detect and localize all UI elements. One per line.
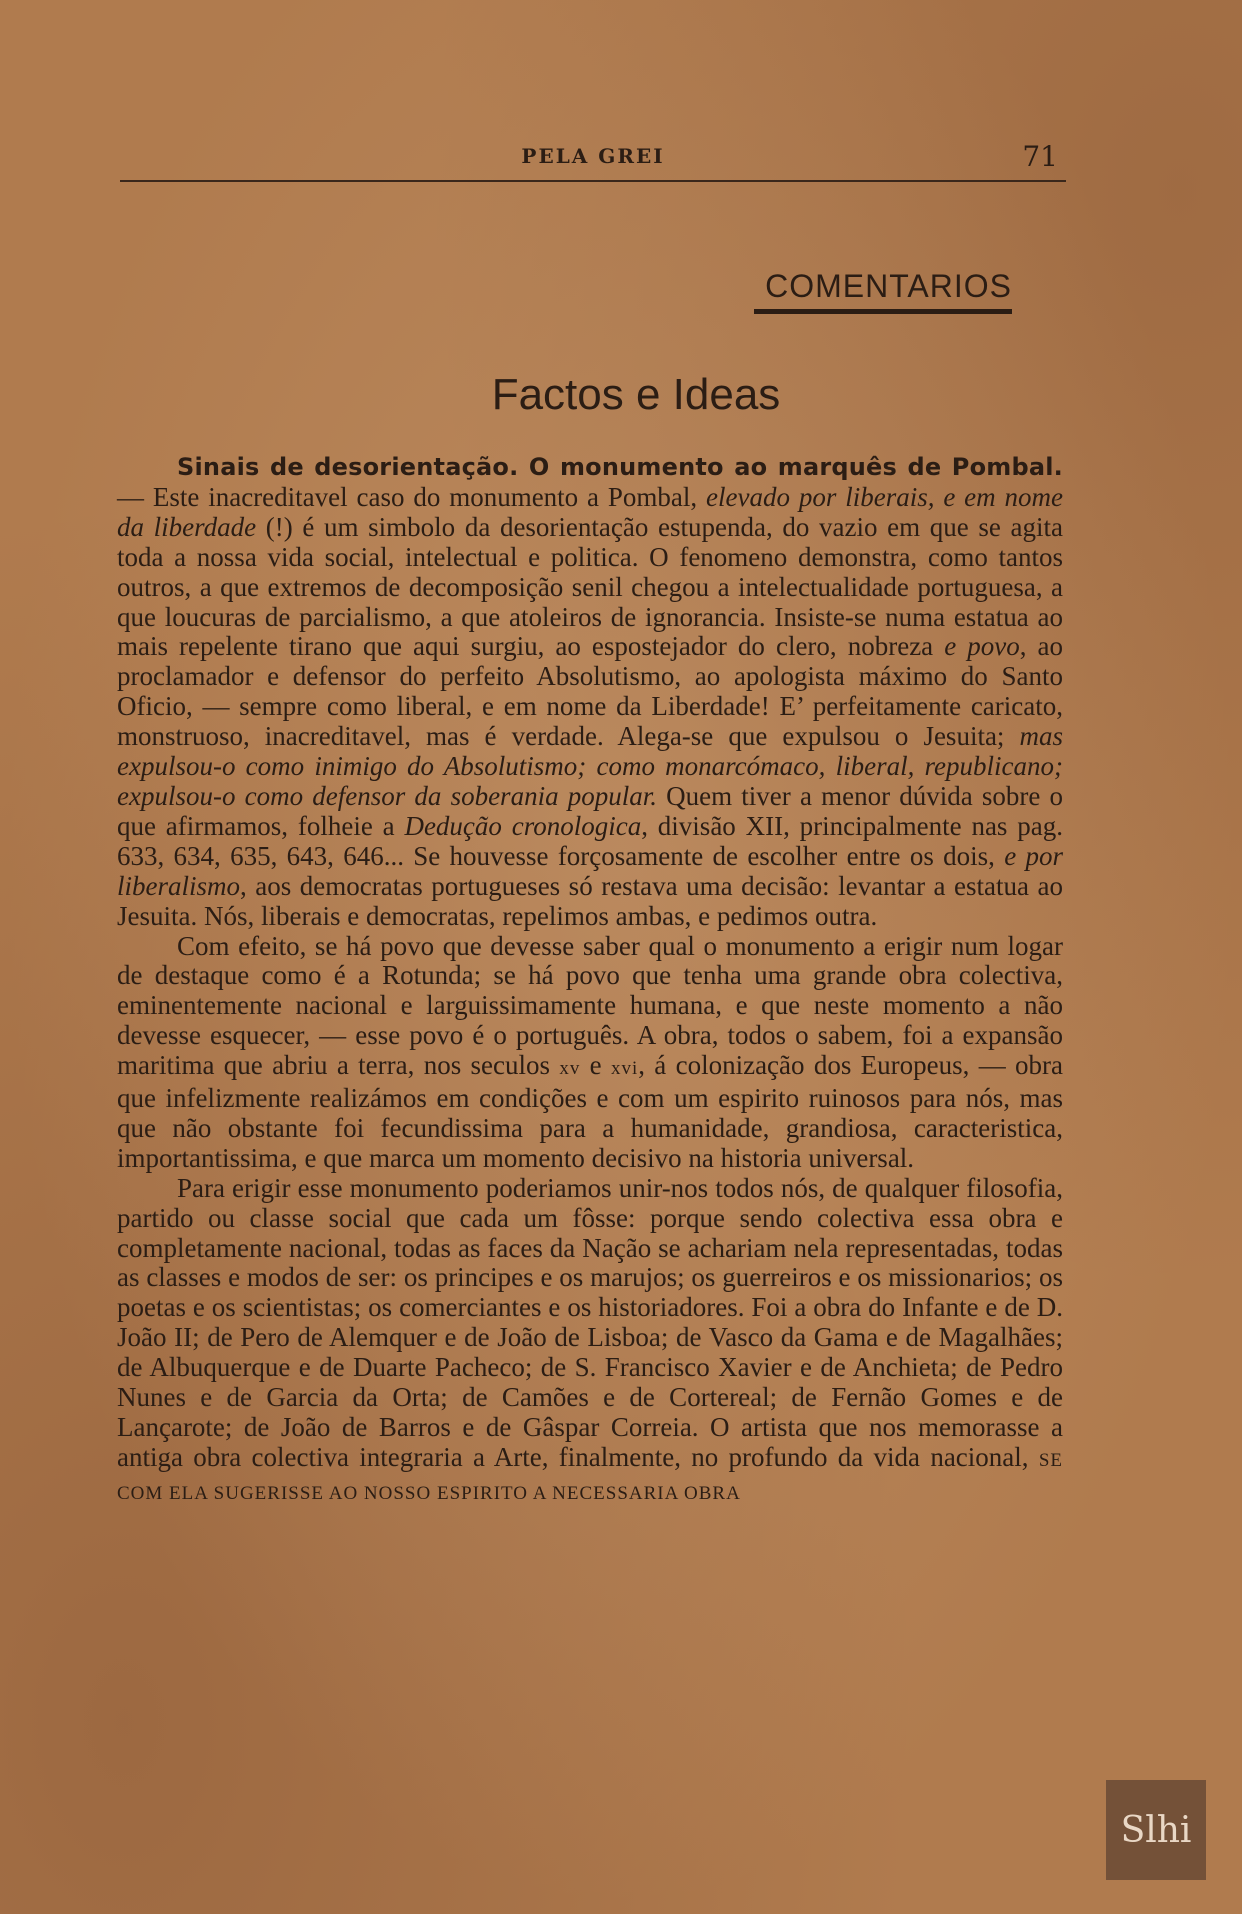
running-title: PELA GREI [521, 144, 665, 168]
section-title: COMENTARIOS [765, 268, 1012, 304]
text-run: e [580, 1050, 611, 1081]
italic-run: e por liberalismo [117, 840, 1063, 901]
italic-run: Dedução cronologica [404, 810, 642, 841]
text-run: Com efeito, se há povo que devesse saber qual o monumento a erigir num logar de destaque como é a Rotunda; se há povo que tenha uma grande obra colectiva, eminentemente nacional e larguissimamente humana, e que neste momento a não devesse esquecer, — esse povo é o português. A obra, todos o sabem, foi a expansão maritima que abriu a terra, nos seculos [117, 930, 1063, 1081]
text-run: , aos democratas portugueses só restava uma decisão: levantar a estatua ao Jesuita. Nós, liberais e democratas, repelimos ambas, e pedimos outra. [117, 870, 1063, 931]
paragraph-subhead: Sinais de desorientação. O monumento ao marquês de Pombal. [177, 453, 1063, 481]
smallcaps-run: SE COM ELA SUGERISSE AO NOSSO ESPIRITO A NECESSARIA OBRA [117, 1449, 1063, 1504]
page-number: 71 [1022, 140, 1058, 173]
text-run: (!) é um simbolo da desorientação estupenda, do vazio em que se agita toda a nossa vida social, intelectual e politica. O fenomeno demonstra, como tantos outros, a que extremos de decomposição senil chegou a intelectualidade portuguesa, a que loucuras de parcialismo, a que atoleiros de ignorancia. Insiste-se numa estatua ao mais repelente tirano que aqui surgiu, ao espostejador do clero, nobreza [117, 511, 1063, 662]
italic-run: e povo [944, 631, 1020, 662]
text-run: Quem tiver a menor dúvida sobre o que afirmamos, folheie a [117, 780, 1064, 841]
text-run: , ao proclamador e defensor do perfeito Absolutismo, ao apologista máximo do Santo Oficio, — sempre como liberal, e em nome da Liberdade! E’ perfeitamente caricato, monstruoso, inacreditavel, mas é verdade. Alega-se que expulsou o Jesuita; [117, 631, 1064, 752]
paragraph-2 [117, 932, 1063, 1174]
italic-run: mas expulsou-o como inimigo do Absolutismo; como monarcómaco, liberal, republicano; expulsou-o como defensor da soberania popular. [117, 721, 1063, 811]
article-title: Factos e Ideas [491, 370, 781, 419]
running-header [120, 140, 1066, 182]
article-body [117, 452, 1063, 1509]
smallcaps-run: xv [559, 1058, 581, 1080]
text-run: Para erigir esse monumento poderiamos unir-nos todos nós, de qualquer filosofia, partido ou classe social que cada um fôsse: porque sendo colectiva essa obra e completamente nacional, todas as faces da Nação se achariam nela representadas, todas as classes e modos de ser: os principes e os marujos; os guerreiros e os missionarios; os poetas e os scientistas; os comerciantes e os historiadores. Foi a obra do Infante e de D. João II; de Pero de Alemquer e de João de Lisboa; de Vasco da Gama e de Magalhães; de Albuquerque e de Duarte Pacheco; de S. Francisco Xavier e de Anchieta; de Pedro Nunes e de Garcia da Orta; de Camões e de Cortereal; de Fernão Gomes e de Lançarote; de João de Barros e de Gâspar Correia. O artista que nos memorasse a antiga obra colectiva integraria a Arte, finalmente, no profundo da vida nacional, [117, 1172, 1063, 1472]
paragraph-3 [117, 1174, 1063, 1509]
text-run: — Este inacreditavel caso do monumento a Pombal, [117, 481, 707, 512]
smallcaps-run: xvi [610, 1058, 639, 1080]
text-run: , á colonização dos Europeus, — obra que infelizmente realizámos em condições e com um espirito ruinosos para nós, mas que não obstante foi fecundissima para a humanidade, grandiosa, caracteristica, importantissima, e que marca um momento decisivo na historia universal. [117, 1050, 1063, 1173]
text-run: , divisão XII, principalmente nas pag. 633, 634, 635, 643, 646... Se houvesse forçosamente de escolher entre os dois, [117, 810, 1063, 871]
italic-run: elevado por liberais, e em nome da liberdade [117, 481, 1063, 542]
section-rule [754, 309, 1012, 314]
paragraph-1 [117, 452, 1063, 932]
library-watermark-logo: Slhi [1106, 1780, 1206, 1880]
